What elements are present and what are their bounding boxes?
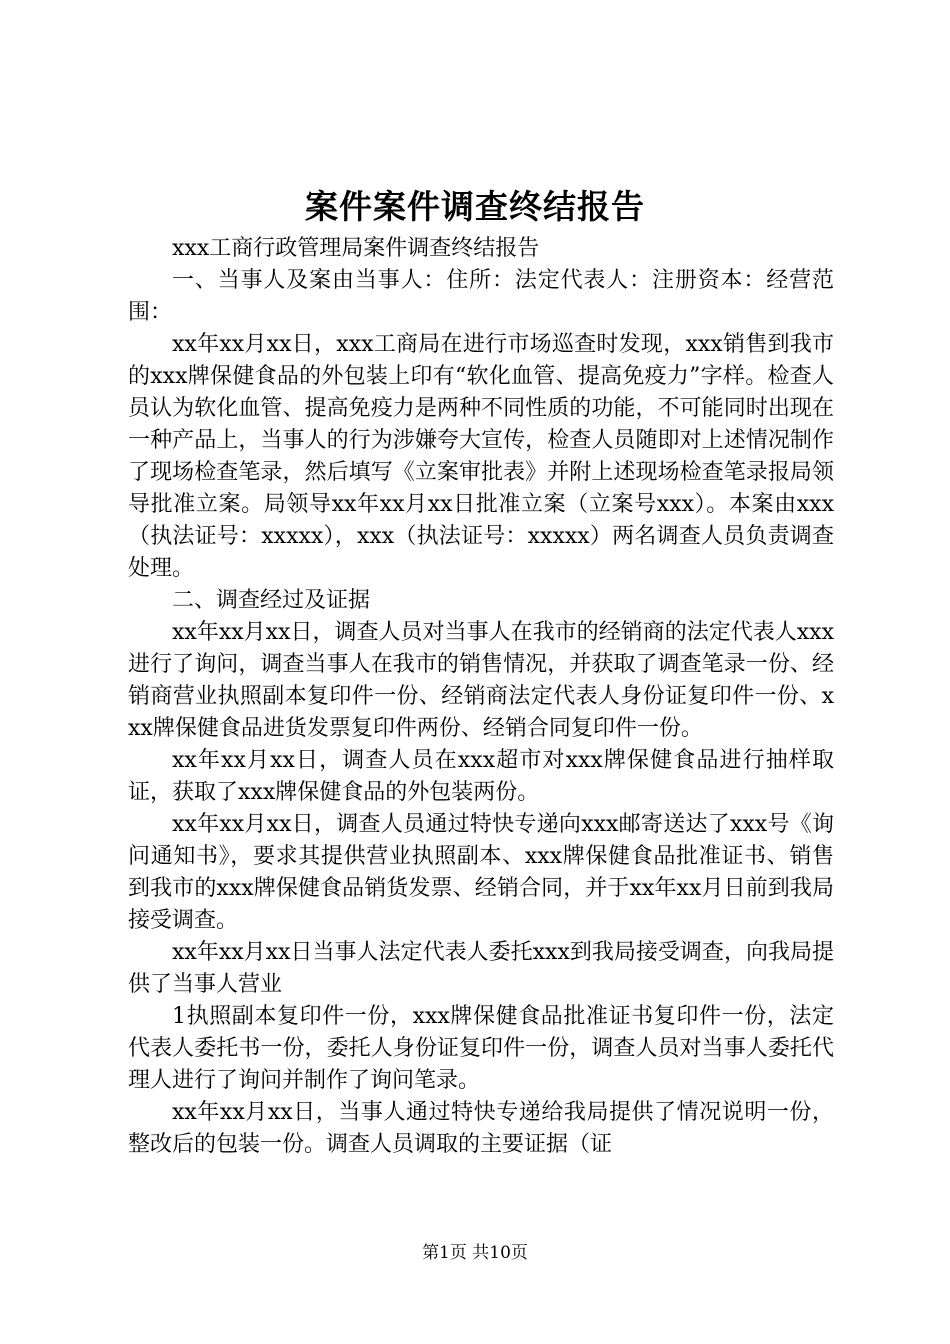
paragraph-explanation: xx年xx月xx日，当事人通过特快专递给我局提供了情况说明一份，整改后的包装一份。调查人员调取的主要证据（证 [128, 1100, 834, 1157]
paragraph-entrusted-agent: xx年xx月xx日当事人法定代表人委托xxx到我局接受调查，向我局提供了当事人营业 [128, 940, 834, 997]
paragraph-section-1: 一、当事人及案由当事人：住所：法定代表人：注册资本：经营范围： [128, 268, 834, 325]
paragraph-heading: xxx工商行政管理局案件调查终结报告 [172, 236, 540, 261]
document-title: 案件案件调查终结报告 [305, 187, 645, 226]
paragraph-case-discovery: xx年xx月xx日，xxx工商局在进行市场巡查时发现，xxx销售到我市的xxx牌保健食品的外包装上印有“软化血管、提高免疫力”字样。检查人员认为软化血管、提高免疫力是两种不同性质的功能，不可能同时出现在一种产品上，当事人的行为涉嫌夸大宣传，检查人员随即对上述情况制作了现场检查笔录，然后填写《立案审批表》并附上述现场检查笔录报局领导批准立案。局领导xx年xx月xx日批准立案（立案号xxx）。本案由xxx（执法证号：xxxxx），xxx（执法证号：xxxxx）两名调查人员负责调查处理。 [128, 332, 834, 581]
page-footer: 第1页 共10页 [422, 1243, 528, 1263]
paragraph-documents-provided: 1执照副本复印件一份，xxx牌保健食品批准证书复印件一份，法定代表人委托书一份，委托人身份证复印件一份，调查人员对当事人委托代理人进行了询问并制作了询问笔录。 [128, 1004, 834, 1093]
paragraph-inquiry: xx年xx月xx日，调查人员对当事人在我市的经销商的法定代表人xxx进行了询问，调查当事人在我市的销售情况，并获取了调查笔录一份、经销商营业执照副本复印件一份、经销商法定代表人身份证复印件一份、xxx牌保健食品进货发票复印件两份、经销合同复印件一份。 [128, 620, 834, 741]
document-body [128, 233, 834, 1161]
paragraph-notice: xx年xx月xx日，调查人员通过特快专递向xxx邮寄送达了xxx号《询问通知书》，要求其提供营业执照副本、xxx牌保健食品批准证书、销售到我市的xxx牌保健食品销货发票、经销合同，并于xx年xx月日前到我局接受调查。 [128, 812, 834, 933]
paragraph-section-2: 二、调查经过及证据 [172, 588, 371, 613]
paragraph-sampling: xx年xx月xx日，调查人员在xxx超市对xxx牌保健食品进行抽样取证，获取了xxx牌保健食品的外包装两份。 [128, 748, 834, 805]
